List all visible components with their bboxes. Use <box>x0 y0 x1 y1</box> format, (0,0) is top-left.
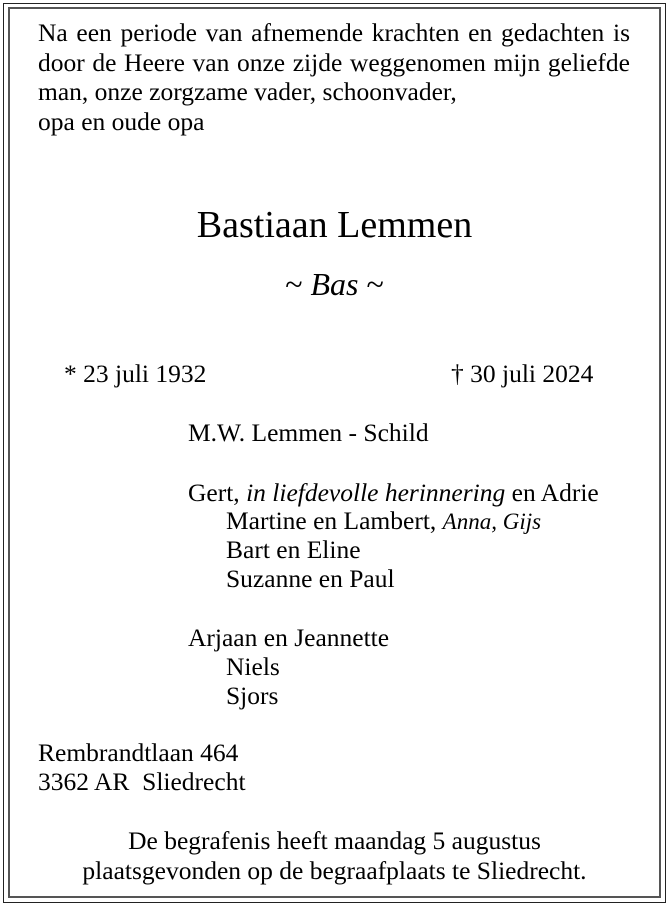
intro-last-line: opa en oude opa <box>38 106 205 136</box>
deceased-nickname <box>0 264 669 304</box>
gert-name: Gert, <box>188 478 240 507</box>
spouse-name: M.W. Lemmen - Schild <box>188 418 429 447</box>
gert-partner: en Adrie <box>511 478 599 507</box>
death-date: † 30 juli 2024 <box>451 359 594 388</box>
nickname-tilde-left: ~ <box>285 266 303 302</box>
address-street: Rembrandtlaan 464 <box>38 738 239 767</box>
child-gert <box>188 478 599 507</box>
grandchild-martine <box>226 506 541 536</box>
grandchild-bart: Bart en Eline <box>226 535 361 564</box>
grandchild-suzanne: Suzanne en Paul <box>226 564 395 593</box>
funeral-notice-line1: De begrafenis heeft maandag 5 augustus <box>128 826 541 855</box>
gert-memory: in liefdevolle herinnering <box>246 478 506 507</box>
intro-paragraph <box>38 18 630 136</box>
deceased-name: Bastiaan Lemmen <box>196 204 473 246</box>
grandchild-niels: Niels <box>226 652 280 681</box>
martine-children: Anna, Gijs <box>442 509 542 534</box>
martine-names: Martine en Lambert, <box>226 506 437 535</box>
child-arjaan: Arjaan en Jeannette <box>188 623 390 652</box>
funeral-notice-line2: plaatsgevonden op de begraafplaats te Sliedrecht. <box>82 856 587 885</box>
nickname-text: Bas <box>310 266 359 302</box>
birth-date: * 23 juli 1932 <box>64 359 207 388</box>
address-city: 3362 AR Sliedrecht <box>38 767 246 796</box>
intro-text: Na een periode van afnemende krachten en gedachten is door de Heere van onze zijde weggenomen mijn geliefde man, onze zorgzame vader, schoonvader, <box>38 18 630 106</box>
nickname-tilde-right: ~ <box>366 266 384 302</box>
grandchild-sjors: Sjors <box>226 681 279 710</box>
